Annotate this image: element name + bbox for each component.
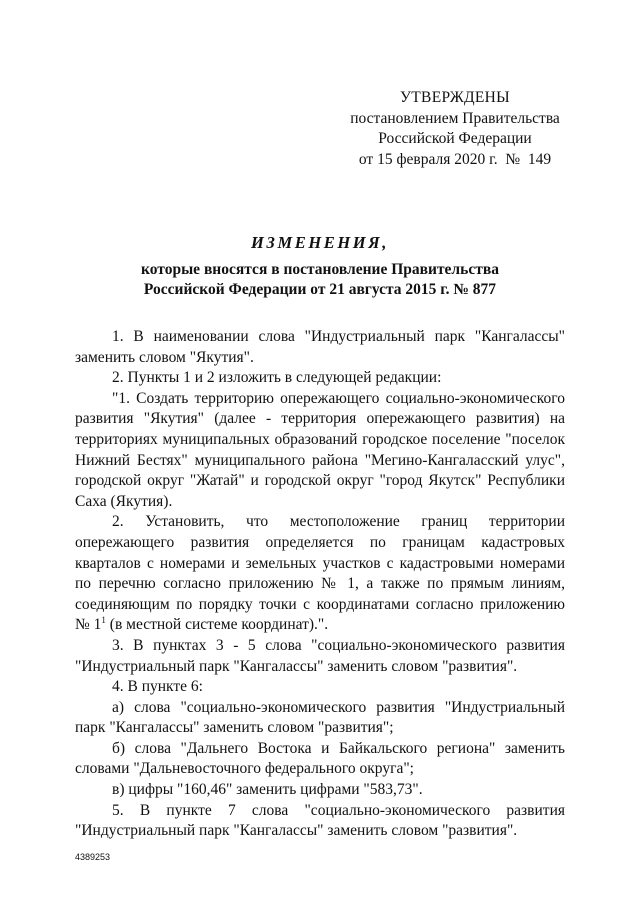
approval-stamp: [330, 88, 580, 170]
approval-date-line: от 15 февраля 2020 г. № 149: [358, 150, 552, 168]
paragraph-8: б) слова "Дальнего Востока и Байкальского региона" заменить словами "Дальневосточного федерального округа";: [75, 739, 565, 778]
document-title: ИЗМЕНЕНИЯ,: [251, 233, 389, 252]
document-code: 4389253: [75, 852, 111, 862]
paragraph-4: [75, 512, 565, 636]
paragraph-1: 1. В наименовании слова "Индустриальный парк "Кангалассы" заменить словом "Якутия".: [75, 328, 565, 366]
paragraph-2: 2. Пункты 1 и 2 изложить в следующей редакции:: [112, 369, 442, 387]
paragraph-4-superscript: 1: [101, 615, 106, 626]
approval-line-2: Российской Федерации: [378, 130, 532, 147]
paragraph-4-main: 2. Установить, что местоположение границ территории опережающего развития определяется по границам кадастровых кварталов с номерами и земельных участков с кадастровыми номерами по перечню согласно приложению № 1, а также по прямым линиям, соединяющим по порядку точки с координатами согласно приложению № 1: [75, 513, 565, 634]
paragraph-10: 5. В пункте 7 слова "социально-экономического развития "Индустриальный парк "Кангалассы" заменить словом "развития".: [75, 801, 565, 840]
paragraph-4-tail: (в местной системе координат).".: [105, 616, 329, 634]
paragraph-6: 4. В пункте 6:: [112, 678, 203, 696]
document-body: [75, 327, 565, 842]
subtitle-line-2: Российской Федерации от 21 августа 2015 г. № 877: [143, 281, 497, 298]
paragraph-7: а) слова "социально-экономического развития "Индустриальный парк "Кангалассы" заменить словом "развития";: [75, 698, 565, 737]
paragraph-3: "1. Создать территорию опережающего социально-экономического развития "Якутия" (далее - территория опережающего развития) на территориях муниципальных образований городское поселение "поселок Нижний Бестях" муниципального района "Мегино-Кангаласский улус", городской округ "Жатай" и городской округ "город Якутск" Республики Саха (Якутия).: [75, 389, 565, 510]
paragraph-9: в) цифры "160,46" заменить цифрами "583,73".: [112, 781, 423, 799]
subtitle-line-1: которые вносятся в постановление Правительства: [141, 261, 499, 278]
paragraph-5: 3. В пунктах 3 - 5 слова "социально-экономического развития "Индустриальный парк "Кангалассы" заменить словом "развития".: [75, 636, 565, 675]
document-subtitle: [60, 260, 580, 300]
document-heading: [60, 232, 580, 300]
approval-line-1: постановлением Правительства: [350, 109, 560, 127]
approval-title: УТВЕРЖДЕНЫ: [400, 89, 510, 106]
